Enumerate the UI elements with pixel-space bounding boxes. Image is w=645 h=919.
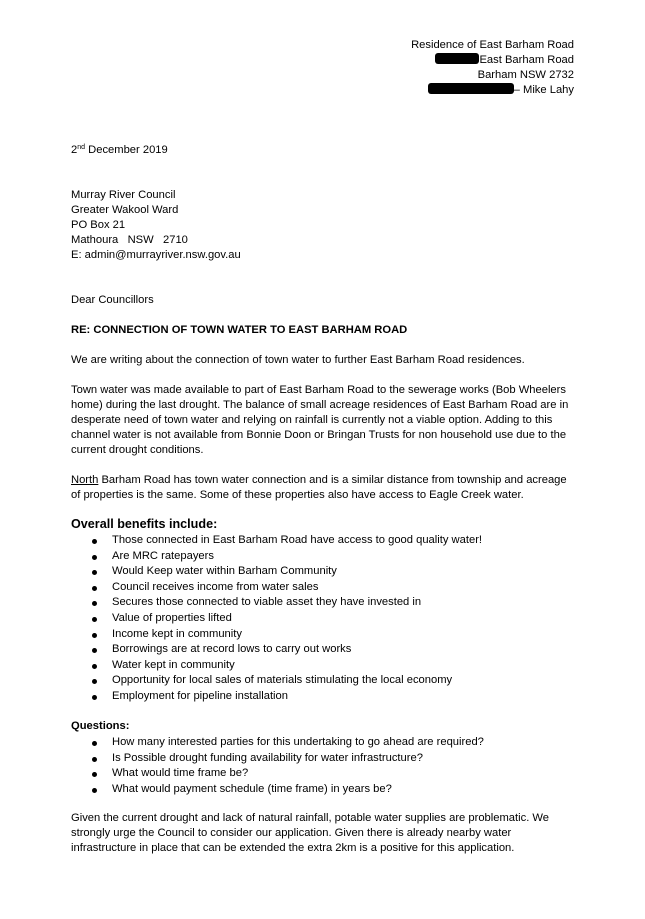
- bullet-icon: [92, 788, 97, 793]
- bullet-icon: [92, 664, 97, 669]
- list-item: [72, 735, 484, 751]
- list-item: [72, 766, 484, 782]
- list-item: [72, 642, 482, 658]
- bullet-icon: [92, 539, 97, 544]
- list-item: [72, 782, 484, 798]
- list-item-text: Are MRC ratepayers: [112, 549, 214, 562]
- list-item-text: How many interested parties for this undertaking to go ahead are required?: [112, 736, 484, 748]
- list-item: [72, 751, 484, 767]
- bullet-icon: [92, 695, 97, 700]
- recipient-line-3: PO Box 21: [71, 219, 126, 231]
- sender-line-1: Residence of East Barham Road: [411, 39, 574, 51]
- list-item: [72, 627, 482, 643]
- date-day: 2: [71, 144, 78, 156]
- list-item: [72, 533, 482, 549]
- list-item-text: Is Possible drought funding availability for water infrastructure?: [112, 751, 423, 764]
- paragraph-4: Given the current drought and lack of natural rainfall, potable water supplies are problematic. We strongly urge the Council to consider our application. Given there is already nearby water infrastructure in place that can be extended the extra 2km is a positive for this application.: [71, 812, 550, 854]
- questions-list: [72, 735, 484, 797]
- bullet-icon: [92, 570, 97, 575]
- recipient-email: E: admin@murrayriver.nsw.gov.au: [71, 249, 241, 261]
- letter-date: [71, 143, 168, 158]
- bullet-icon: [92, 648, 97, 653]
- list-item: [72, 549, 482, 565]
- list-item-text: Income kept in community: [112, 627, 242, 640]
- subject-line: RE: CONNECTION OF TOWN WATER TO EAST BARHAM ROAD: [71, 324, 408, 336]
- bullet-icon: [92, 757, 97, 762]
- list-item: [72, 580, 482, 596]
- paragraph-3-text: Barham Road has town water connection and is a similar distance from township and acreage of properties is the same. Some of these properties also have access to Eagle Creek water.: [71, 474, 567, 501]
- sender-line-4: [411, 83, 574, 98]
- sender-line-3: Barham NSW 2732: [477, 69, 574, 81]
- underlined-word: North: [71, 474, 99, 486]
- list-item: [72, 658, 482, 674]
- list-item: [72, 611, 482, 627]
- list-item-text: Council receives income from water sales: [112, 580, 319, 593]
- recipient-line-2: Greater Wakool Ward: [71, 204, 179, 216]
- paragraph-3: [71, 473, 576, 503]
- list-item-text: What would payment schedule (time frame) in years be?: [112, 782, 392, 795]
- bullet-icon: [92, 679, 97, 684]
- date-rest: December 2019: [85, 144, 168, 156]
- list-item-text: Water kept in community: [112, 658, 235, 671]
- date-suffix: nd: [77, 144, 86, 151]
- salutation: Dear Councillors: [71, 294, 154, 306]
- redaction-block: [428, 83, 514, 94]
- benefits-list: [72, 533, 482, 705]
- list-item-text: Those connected in East Barham Road have access to good quality water!: [112, 534, 483, 546]
- sender-address: [411, 38, 574, 98]
- list-item-text: Opportunity for local sales of materials stimulating the local economy: [112, 674, 453, 687]
- bullet-icon: [92, 586, 97, 591]
- bullet-icon: [92, 617, 97, 622]
- bullet-icon: [92, 601, 97, 606]
- list-item-text: Secures those connected to viable asset they have invested in: [112, 596, 422, 609]
- list-item-text: Employment for pipeline installation: [112, 689, 288, 702]
- benefits-heading: Overall benefits include:: [71, 517, 218, 531]
- bullet-icon: [92, 555, 97, 560]
- recipient-line-1: Murray River Council: [71, 189, 176, 201]
- sender-line-2: [411, 53, 574, 68]
- redaction-block: [435, 53, 479, 64]
- bullet-icon: [92, 741, 97, 746]
- sender-name: – Mike Lahy: [513, 84, 574, 96]
- list-item: [72, 595, 482, 611]
- bullet-icon: [92, 772, 97, 777]
- list-item: [72, 673, 482, 689]
- recipient-line-4: Mathoura NSW 2710: [71, 234, 188, 246]
- sender-street: East Barham Road: [479, 54, 574, 66]
- questions-heading: Questions:: [71, 720, 130, 732]
- list-item: [72, 689, 482, 705]
- list-item-text: Would Keep water within Barham Community: [112, 565, 337, 578]
- paragraph-1: We are writing about the connection of town water to further East Barham Road residences.: [71, 354, 525, 366]
- bullet-icon: [92, 633, 97, 638]
- list-item-text: What would time frame be?: [112, 767, 249, 780]
- paragraph-2: Town water was made available to part of East Barham Road to the sewerage works (Bob Wheelers home) during the last drought. The balance of small acreage residences of East Barham Road are in desperate need of town water and relying on rainfall is currently not a viable option. Adding to this channel water is not available from Bonnie Doon or Bringan Trusts for non household use due to the current drought conditions.: [71, 384, 569, 456]
- list-item-text: Value of properties lifted: [112, 611, 232, 624]
- list-item: [72, 564, 482, 580]
- list-item-text: Borrowings are at record lows to carry out works: [112, 643, 352, 656]
- recipient-address: [71, 188, 241, 263]
